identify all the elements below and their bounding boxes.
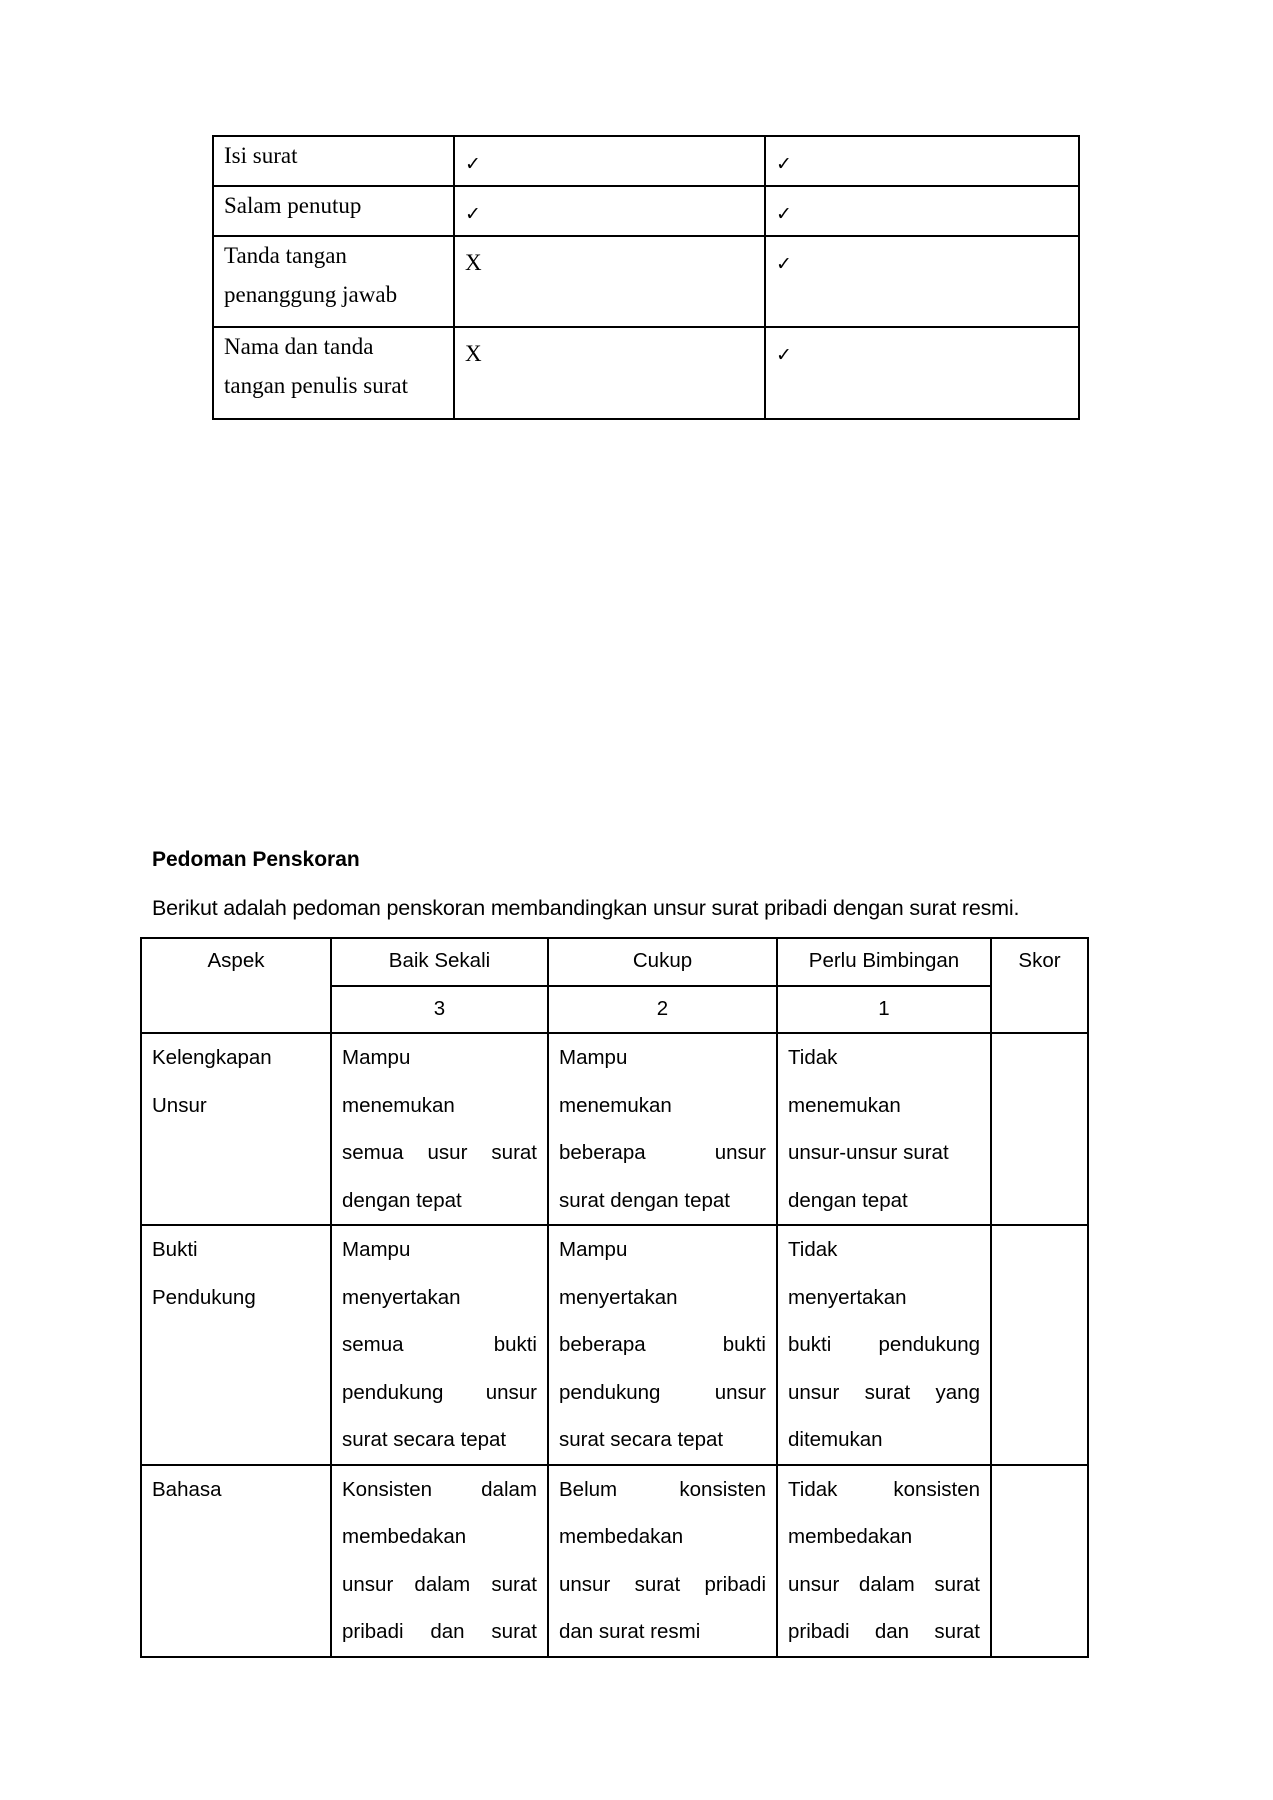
word: usur (427, 1141, 468, 1164)
word: unsur (342, 1572, 394, 1596)
word: semua (342, 1141, 404, 1164)
status-cell (454, 186, 765, 236)
word: pribadi (704, 1572, 766, 1596)
table-row (213, 236, 1079, 327)
skor-cell (991, 1225, 1088, 1465)
table-row (141, 1033, 1088, 1225)
word: dalam (481, 1477, 537, 1501)
word: surat (864, 1380, 911, 1404)
word: surat (934, 1572, 980, 1596)
status-cell (454, 236, 765, 327)
status-cell (454, 327, 765, 419)
scoring-rubric-table (140, 937, 1089, 1658)
cross-mark: X (465, 341, 482, 366)
header-aspek: Aspek (141, 938, 331, 1033)
header-row (141, 938, 1088, 986)
table-row (213, 136, 1079, 186)
check-icon: ✓ (776, 344, 792, 366)
score-2: 2 (548, 986, 777, 1033)
word: unsur (714, 1141, 766, 1164)
word: bukti (722, 1333, 766, 1356)
check-icon: ✓ (776, 203, 792, 225)
cross-mark: X (465, 250, 482, 275)
word: unsur (788, 1380, 840, 1404)
word: surat (491, 1141, 537, 1164)
row-label: Tanda tangan penanggung jawab (213, 236, 454, 327)
word: dan (430, 1620, 465, 1643)
cukup-cell: Mampu menyertakan beberapa bukti pendukung unsur surat secara tepat (548, 1225, 777, 1465)
word: unsur (485, 1380, 537, 1404)
check-icon: ✓ (776, 253, 792, 275)
status-cell (765, 236, 1079, 327)
word: bukti (493, 1333, 537, 1356)
word: surat (934, 1620, 980, 1643)
baik-sekali-cell: Mampu menemukan semua usur surat dengan tepat (331, 1033, 548, 1225)
check-icon: ✓ (465, 203, 481, 225)
score-3: 3 (331, 986, 548, 1033)
baik-sekali-cell: Mampu menyertakan semua bukti pendukung unsur surat secara tepat (331, 1225, 548, 1465)
word: dalam (414, 1572, 471, 1596)
status-cell (765, 186, 1079, 236)
aspek-cell: Bahasa (141, 1465, 331, 1657)
table-row (213, 327, 1079, 419)
status-cell (454, 136, 765, 186)
check-icon: ✓ (465, 153, 481, 175)
header-baik-sekali: Baik Sekali (331, 938, 548, 986)
header-cukup: Cukup (548, 938, 777, 986)
perlu-bimbingan-cell: Tidak konsisten membedakan unsur dalam surat pribadi dan surat (777, 1465, 991, 1657)
word: yang (935, 1380, 980, 1404)
word: Tidak (788, 1477, 838, 1501)
word: dalam (858, 1572, 915, 1596)
cukup-cell: Belum konsisten membedakan unsur surat pribadi dan surat resmi (548, 1465, 777, 1657)
perlu-bimbingan-cell: Tidak menyertakan bukti pendukung unsur surat yang ditemukan (777, 1225, 991, 1465)
word: beberapa (559, 1141, 646, 1164)
header-skor: Skor (991, 938, 1088, 1033)
row-label: Salam penutup (213, 186, 454, 236)
perlu-bimbingan-cell: Tidak menemukan unsur-unsur surat dengan tepat (777, 1033, 991, 1225)
word: unsur (559, 1572, 611, 1596)
word: Konsisten (342, 1477, 433, 1501)
row-label: Isi surat (213, 136, 454, 186)
word: pribadi (342, 1620, 404, 1643)
status-cell (765, 327, 1079, 419)
word: pendukung (878, 1333, 980, 1356)
section-intro: Berikut adalah pedoman penskoran membandingkan unsur surat pribadi dengan surat resmi. (152, 896, 1020, 920)
header-perlu-bimbingan: Perlu Bimbingan (777, 938, 991, 986)
word: pendukung (342, 1380, 444, 1404)
status-cell (765, 136, 1079, 186)
aspek-cell: Kelengkapan Unsur (141, 1033, 331, 1225)
word: dan (874, 1620, 910, 1643)
table-row (213, 186, 1079, 236)
cukup-cell: Mampu menemukan beberapa unsur surat dengan tepat (548, 1033, 777, 1225)
word: konsisten (893, 1477, 980, 1501)
word: pribadi (788, 1620, 850, 1643)
skor-cell (991, 1465, 1088, 1657)
row-label: Nama dan tanda tangan penulis surat (213, 327, 454, 419)
word: konsisten (679, 1477, 766, 1501)
baik-sekali-cell: Konsisten dalam membedakan unsur dalam surat pribadi dan surat (331, 1465, 548, 1657)
skor-cell (991, 1033, 1088, 1225)
word: bukti (788, 1333, 832, 1356)
section-heading: Pedoman Penskoran (152, 848, 360, 871)
word: unsur (714, 1380, 766, 1404)
word: pendukung (559, 1380, 661, 1404)
word: surat (491, 1620, 537, 1643)
check-icon: ✓ (776, 153, 792, 175)
word: surat (491, 1572, 537, 1596)
word: Belum (559, 1477, 618, 1501)
table-row (141, 1225, 1088, 1465)
word: unsur (788, 1572, 840, 1596)
checklist-table (212, 135, 1080, 420)
table-row (141, 1465, 1088, 1657)
score-1: 1 (777, 986, 991, 1033)
word: semua (342, 1333, 404, 1356)
word: surat (634, 1572, 681, 1596)
aspek-cell: Bukti Pendukung (141, 1225, 331, 1465)
word: beberapa (559, 1333, 646, 1356)
